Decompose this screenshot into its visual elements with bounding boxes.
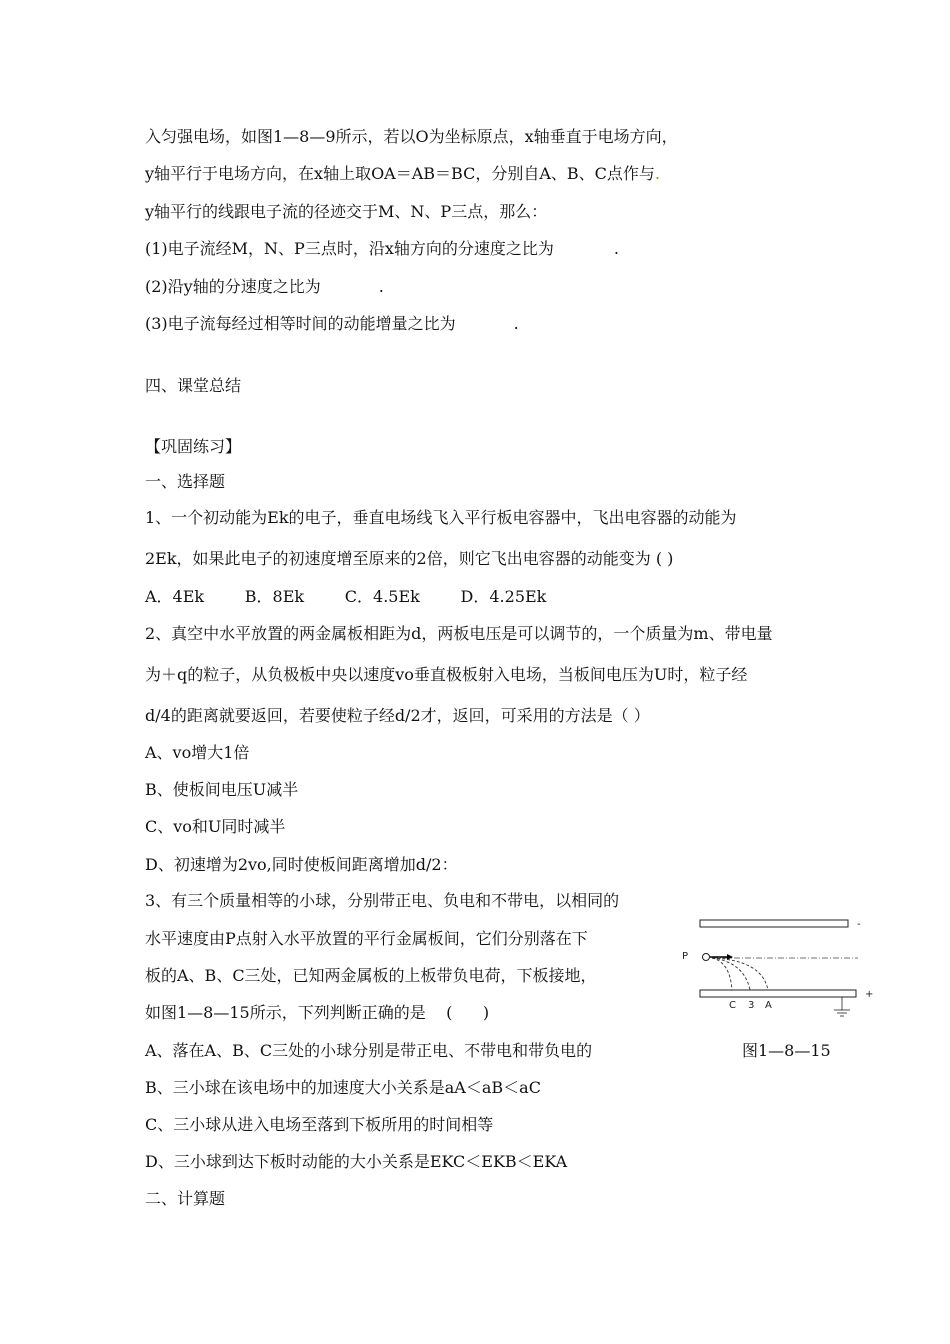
figure-caption: 图1—8—15 [742,1041,831,1060]
question-3-option-b: B、三小球在该电场中的加速度大小关系是aA＜aB＜aC [145,1078,541,1097]
upper-plate [700,920,848,927]
question-2-line-1: 2、真空中水平放置的两金属板相距为d，两板电压是可以调节的，一个质量为m、带电量 [145,624,773,643]
question-2-line-3: d/4的距离就要返回，若要使粒子经d/2才，返回，可采用的方法是（ ） [145,706,650,725]
question-1-line-2: 2Ek，如果此电子的初速度增至原来的2倍，则它飞出电容器的动能变为 ( ) [145,549,674,568]
trajectory-b [712,958,750,990]
question-2-line-2: 为＋q的粒子，从负极板中央以速度vo垂直极板射入电场，当板间电压为U时，粒子经 [145,665,748,684]
point-p-label: P [682,951,689,962]
subquestion-1 [145,239,619,259]
entry-point-circle [703,954,710,961]
subquestion-2-text: (2)沿y轴的分速度之比为 [145,277,321,296]
subquestion-2-blank-end: . [378,277,384,296]
text-line-1: 入匀强电场，如图1—8—9所示，若以O为坐标原点，x轴垂直于电场方向， [145,127,678,146]
question-3-option-c: C、三小球从进入电场至落到下板所用的时间相等 [145,1115,494,1134]
question-2-option-b: B、使板间电压U减半 [145,780,299,799]
text-line-2-dot: . [654,164,660,183]
question-1-options: A．4Ek B．8Ek C．4.5Ek D．4.25Ek [145,587,547,606]
question-3-line-3: 板的A、B、C三处，已知两金属板的上板带负电荷，下板接地， [145,966,597,985]
section-heading-summary: 四、课堂总结 [145,376,242,395]
question-2-option-a: A、vo增大1倍 [145,743,250,762]
lower-plate-sign: + [865,989,874,1000]
subquestion-2 [145,277,384,297]
trajectory-a [712,958,768,990]
question-3-line-4: 如图1—8—15所示，下列判断正确的是 ( ) [145,1003,490,1022]
lower-plate [700,990,856,997]
upper-plate-sign: - [857,919,861,930]
point-b-label: 3 [748,1000,755,1011]
question-3-line-1: 3、有三个质量相等的小球，分别带正电、负电和不带电，以相同的 [145,891,620,910]
section-heading-practice: 【巩固练习】 [145,437,242,456]
text-line-2 [145,164,660,184]
question-1-line-1: 1、一个初动能为Ek的电子，垂直电场线飞入平行板电容器中，飞出电容器的动能为 [145,508,737,527]
text-line-2-body: y轴平行于电场方向，在x轴上取OA＝AB＝BC，分别自A、B、C点作与 [145,164,655,183]
section-heading-choice: 一、选择题 [145,472,226,491]
subquestion-3-blank-end: . [513,314,519,333]
subquestion-3-text: (3)电子流每经过相等时间的动能增量之比为 [145,314,456,333]
subquestion-3 [145,314,519,334]
question-3-option-a: A、落在A、B、C三处的小球分别是带正电、不带电和带负电的 [145,1041,593,1060]
question-2-option-c: C、vo和U同时减半 [145,817,286,836]
question-3-option-d: D、三小球到达下板时动能的大小关系是EKC＜EKB＜EKA [145,1152,568,1171]
text-line-3: y轴平行的线跟电子流的径迹交于M、N、P三点，那么： [145,202,548,221]
point-c-label: C [729,1000,736,1011]
question-2-option-d: D、初速增为2vo,同时使板间距离增加d/2： [145,855,458,874]
subquestion-1-blank-end: . [613,239,619,258]
point-a-label: A [765,1000,772,1011]
section-heading-calculation: 二、计算题 [145,1189,226,1208]
subquestion-1-text: (1)电子流经M，N、P三点时，沿x轴方向的分速度之比为 [145,239,554,258]
capacitor-figure [672,910,882,1030]
question-3-line-2: 水平速度由P点射入水平放置的平行金属板间，它们分别落在下 [145,929,588,948]
